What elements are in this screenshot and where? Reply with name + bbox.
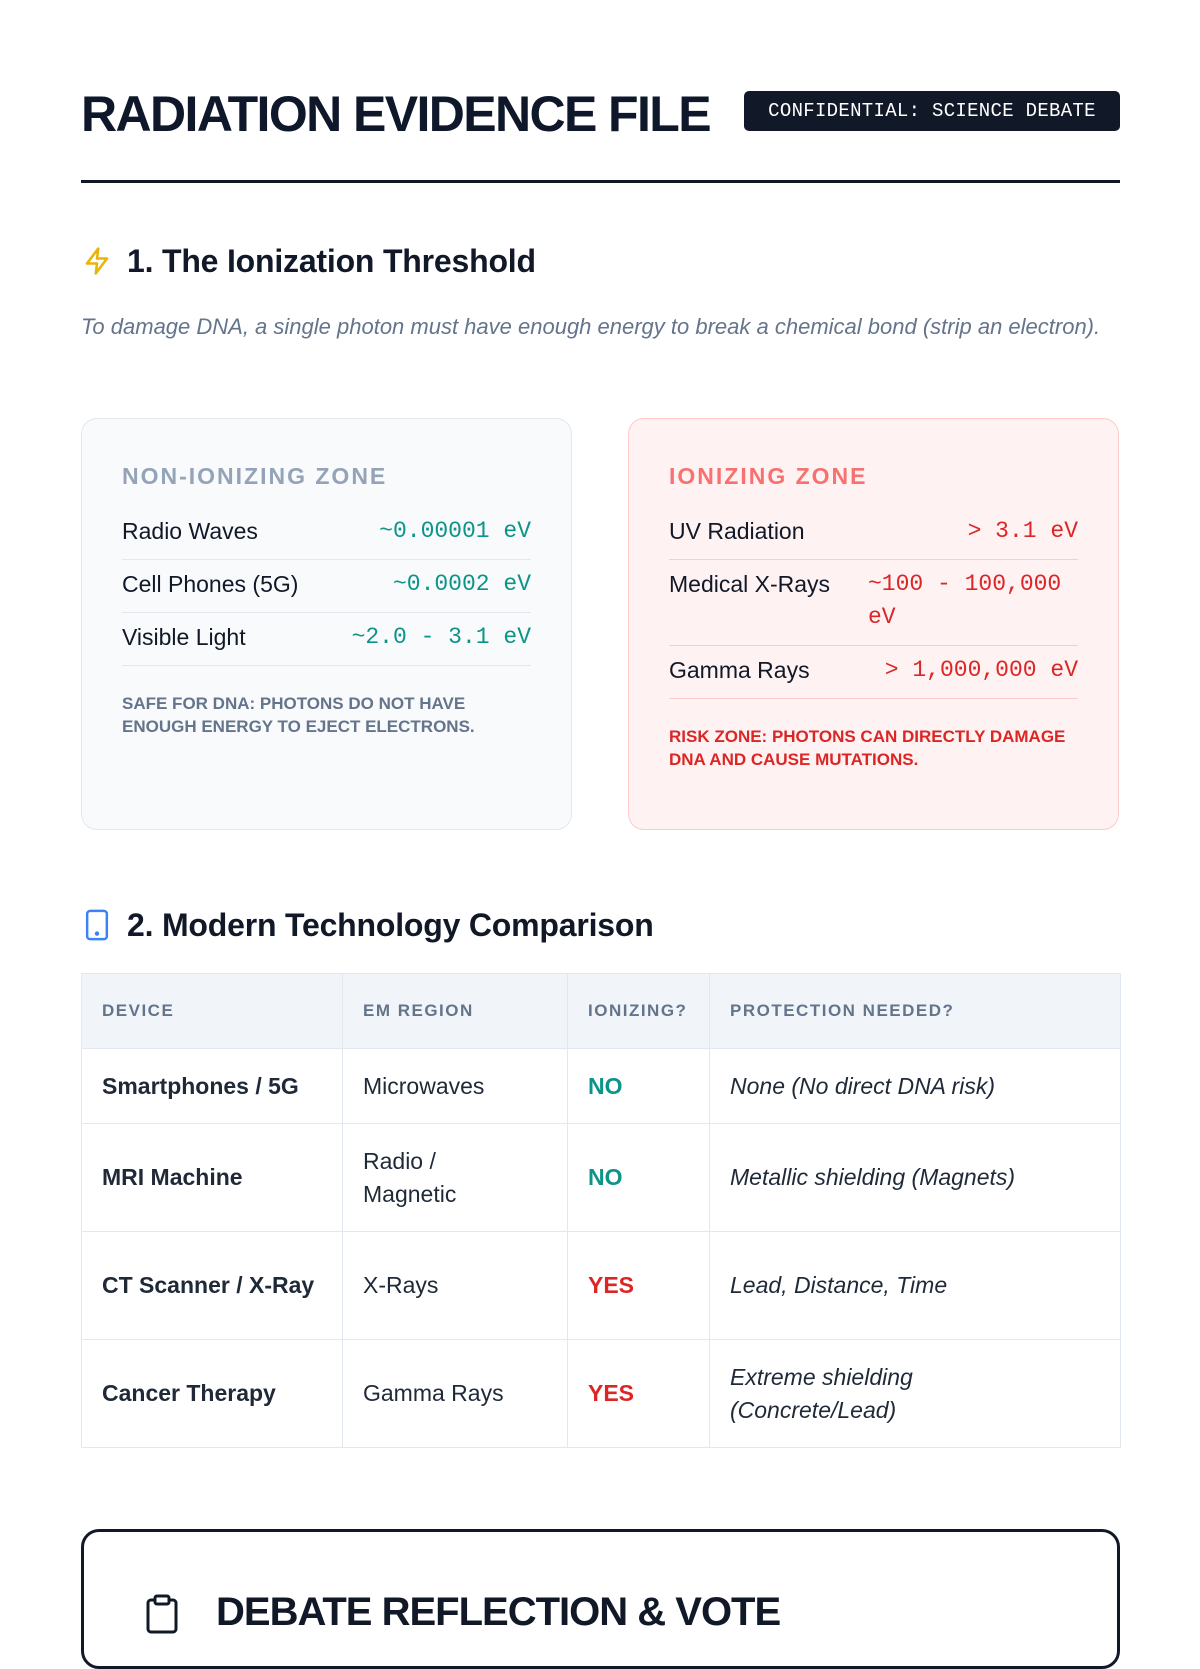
section-ionization-heading: [81, 241, 536, 281]
table-header-row: [82, 974, 1121, 1049]
ionizing-title: IONIZING ZONE: [669, 463, 868, 489]
debate-reflection-title: DEBATE REFLECTION & VOTE: [216, 1590, 781, 1634]
ionizing-note: RISK ZONE: PHOTONS CAN DIRECTLY DAMAGE DNA AND CAUSE MUTATIONS.: [669, 727, 1066, 769]
zone-row: [669, 646, 1078, 699]
non-ionizing-card: [81, 418, 572, 830]
column-header-em-region: EM REGION: [343, 974, 568, 1049]
zone-row: [122, 507, 531, 560]
non-ionizing-note: SAFE FOR DNA: PHOTONS DO NOT HAVE ENOUGH ENERGY TO EJECT ELECTRONS.: [122, 694, 475, 736]
table-row: [82, 1232, 1121, 1340]
zone-row-value: > 1,000,000 eV: [884, 657, 1078, 683]
zone-row-value: > 3.1 eV: [967, 518, 1078, 544]
zone-row-label: UV Radiation: [669, 518, 805, 544]
header-divider: [81, 180, 1120, 183]
column-header-device: DEVICE: [82, 974, 343, 1049]
cell-device: Cancer Therapy: [82, 1340, 343, 1448]
zone-row: [669, 560, 1078, 646]
cell-protection: Lead, Distance, Time: [710, 1232, 1121, 1340]
confidential-badge: CONFIDENTIAL: SCIENCE DEBATE: [744, 91, 1120, 131]
cell-em-region: Radio / Magnetic: [343, 1124, 568, 1232]
cell-protection: Extreme shielding (Concrete/Lead): [710, 1340, 1121, 1448]
table-row: [82, 1049, 1121, 1124]
ionizing-card: [628, 418, 1119, 830]
section-ionization-title: 1. The Ionization Threshold: [127, 242, 536, 279]
technology-table: [81, 973, 1121, 1448]
section-ionization-intro: To damage DNA, a single photon must have enough energy to break a chemical bond (strip an electron).: [81, 314, 1101, 339]
cell-em-region: X-Rays: [343, 1232, 568, 1340]
cell-device: MRI Machine: [82, 1124, 343, 1232]
zone-row-label: Cell Phones (5G): [122, 571, 299, 597]
zone-row-label: Gamma Rays: [669, 657, 810, 683]
clipboard-icon: [144, 1594, 180, 1634]
zone-row-value: ~100 - 100,000 eV: [868, 571, 1062, 630]
column-header-ionizing: IONIZING?: [568, 974, 710, 1049]
non-ionizing-title: NON-IONIZING ZONE: [122, 463, 388, 489]
table-row: [82, 1340, 1121, 1448]
debate-reflection-box: [81, 1529, 1120, 1669]
cell-ionizing: YES: [568, 1232, 710, 1340]
tablet-icon: [81, 909, 113, 941]
page-title: RADIATION EVIDENCE FILE: [81, 86, 710, 142]
zone-row-label: Visible Light: [122, 624, 246, 650]
zone-row-value: ~0.0002 eV: [392, 571, 531, 597]
cell-ionizing: NO: [568, 1124, 710, 1232]
zone-row-value: ~2.0 - 3.1 eV: [351, 624, 531, 650]
cell-em-region: Microwaves: [343, 1049, 568, 1124]
lightning-icon: [81, 245, 113, 277]
column-header-protection: PROTECTION NEEDED?: [710, 974, 1121, 1049]
cell-device: Smartphones / 5G: [82, 1049, 343, 1124]
cell-protection: Metallic shielding (Magnets): [710, 1124, 1121, 1232]
zone-row-value: ~0.00001 eV: [379, 518, 531, 544]
cell-ionizing: YES: [568, 1340, 710, 1448]
page-header: [81, 84, 1120, 144]
zone-row-label: Radio Waves: [122, 518, 258, 544]
zone-row: [669, 507, 1078, 560]
section-technology-title: 2. Modern Technology Comparison: [127, 906, 654, 943]
cell-protection: None (No direct DNA risk): [710, 1049, 1121, 1124]
cell-device: CT Scanner / X-Ray: [82, 1232, 343, 1340]
section-technology-heading: [81, 905, 654, 945]
table-row: [82, 1124, 1121, 1232]
cell-em-region: Gamma Rays: [343, 1340, 568, 1448]
zone-row: [122, 613, 531, 666]
cell-ionizing: NO: [568, 1049, 710, 1124]
zone-row-label: Medical X-Rays: [669, 571, 831, 597]
zone-row: [122, 560, 531, 613]
